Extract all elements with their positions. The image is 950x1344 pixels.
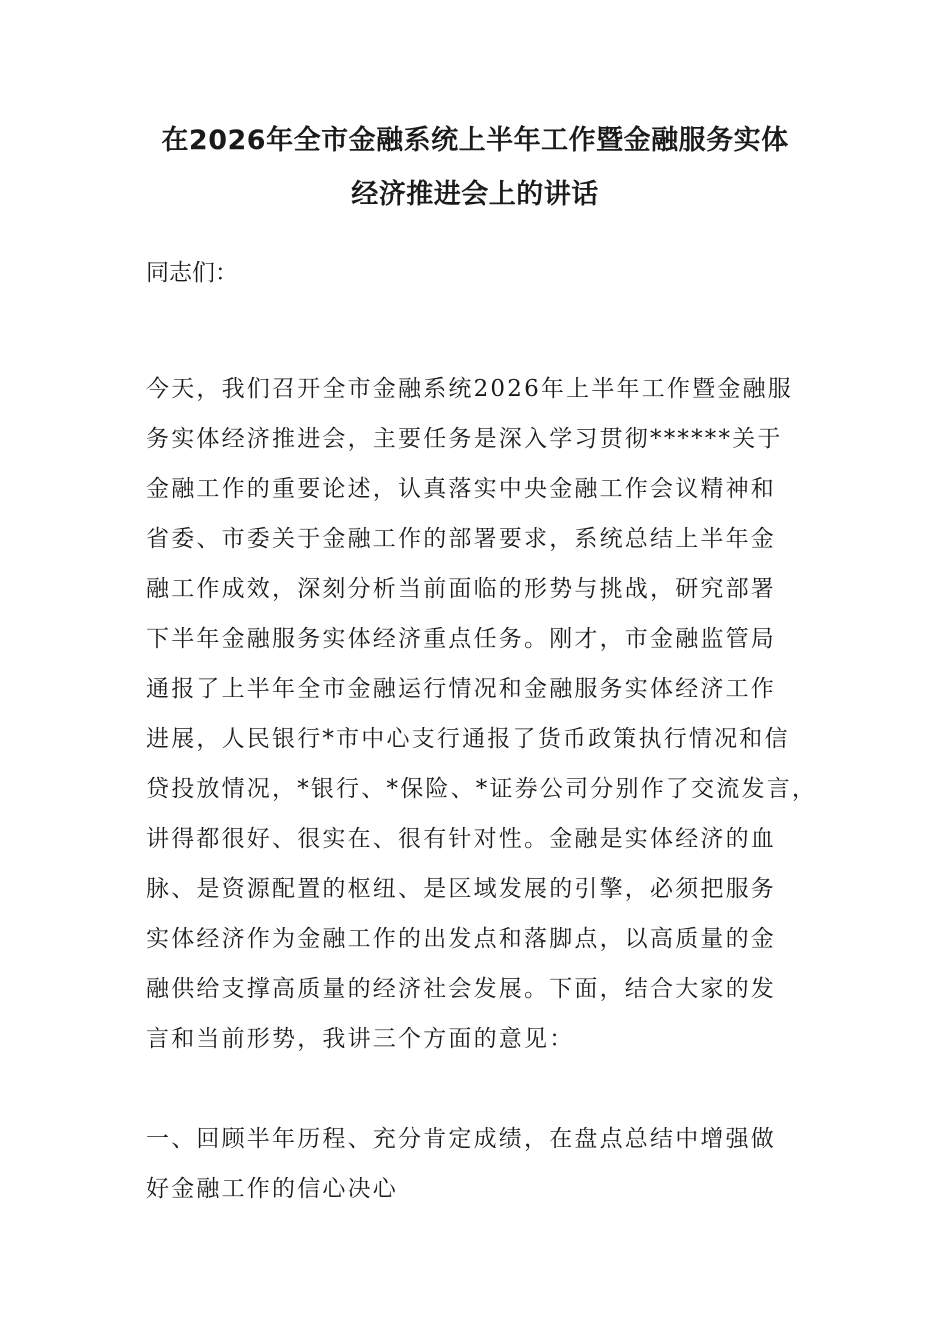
- text-line: 融供给支撑高质量的经济社会发展。下面，结合大家的发: [146, 976, 776, 1002]
- text-line: 下半年金融服务实体经济重点任务。刚才，市金融监管局: [146, 626, 776, 652]
- heading-line: 好金融工作的信心决心: [146, 1176, 398, 1202]
- section-heading-1: [146, 1114, 816, 1214]
- text-line: 实体经济作为金融工作的出发点和落脚点，以高质量的金: [146, 926, 776, 952]
- document-title: [120, 114, 830, 222]
- text-line: 今天，我们召开全市金融系统2026年上半年工作暨金融服: [146, 376, 793, 402]
- text-line: 融工作成效，深刻分析当前面临的形势与挑战，研究部署: [146, 576, 776, 602]
- text-line: 务实体经济推进会，主要任务是深入学习贯彻******关于: [146, 426, 783, 452]
- text-line: 通报了上半年全市金融运行情况和金融服务实体经济工作: [146, 676, 776, 702]
- paragraph-intro: [146, 364, 816, 1064]
- heading-line: 一、回顾半年历程、充分肯定成绩，在盘点总结中增强做: [146, 1126, 776, 1152]
- text-line: 讲得都很好、很实在、很有针对性。金融是实体经济的血: [146, 826, 776, 852]
- text-line: 言和当前形势，我讲三个方面的意见：: [146, 1026, 575, 1052]
- text-line: 贷投放情况，*银行、*保险、*证券公司分别作了交流发言，: [146, 776, 818, 802]
- text-line: 脉、是资源配置的枢纽、是区域发展的引擎，必须把服务: [146, 876, 776, 902]
- title-line-1: 在2026年全市金融系统上半年工作暨金融服务实体: [161, 125, 789, 156]
- salutation: 同志们：: [146, 260, 238, 286]
- title-line-2: 经济推进会上的讲话: [351, 179, 599, 210]
- text-line: 省委、市委关于金融工作的部署要求，系统总结上半年金: [146, 526, 776, 552]
- text-line: 进展，人民银行*市中心支行通报了货币政策执行情况和信: [146, 726, 790, 752]
- text-line: 金融工作的重要论述，认真落实中央金融工作会议精神和: [146, 476, 776, 502]
